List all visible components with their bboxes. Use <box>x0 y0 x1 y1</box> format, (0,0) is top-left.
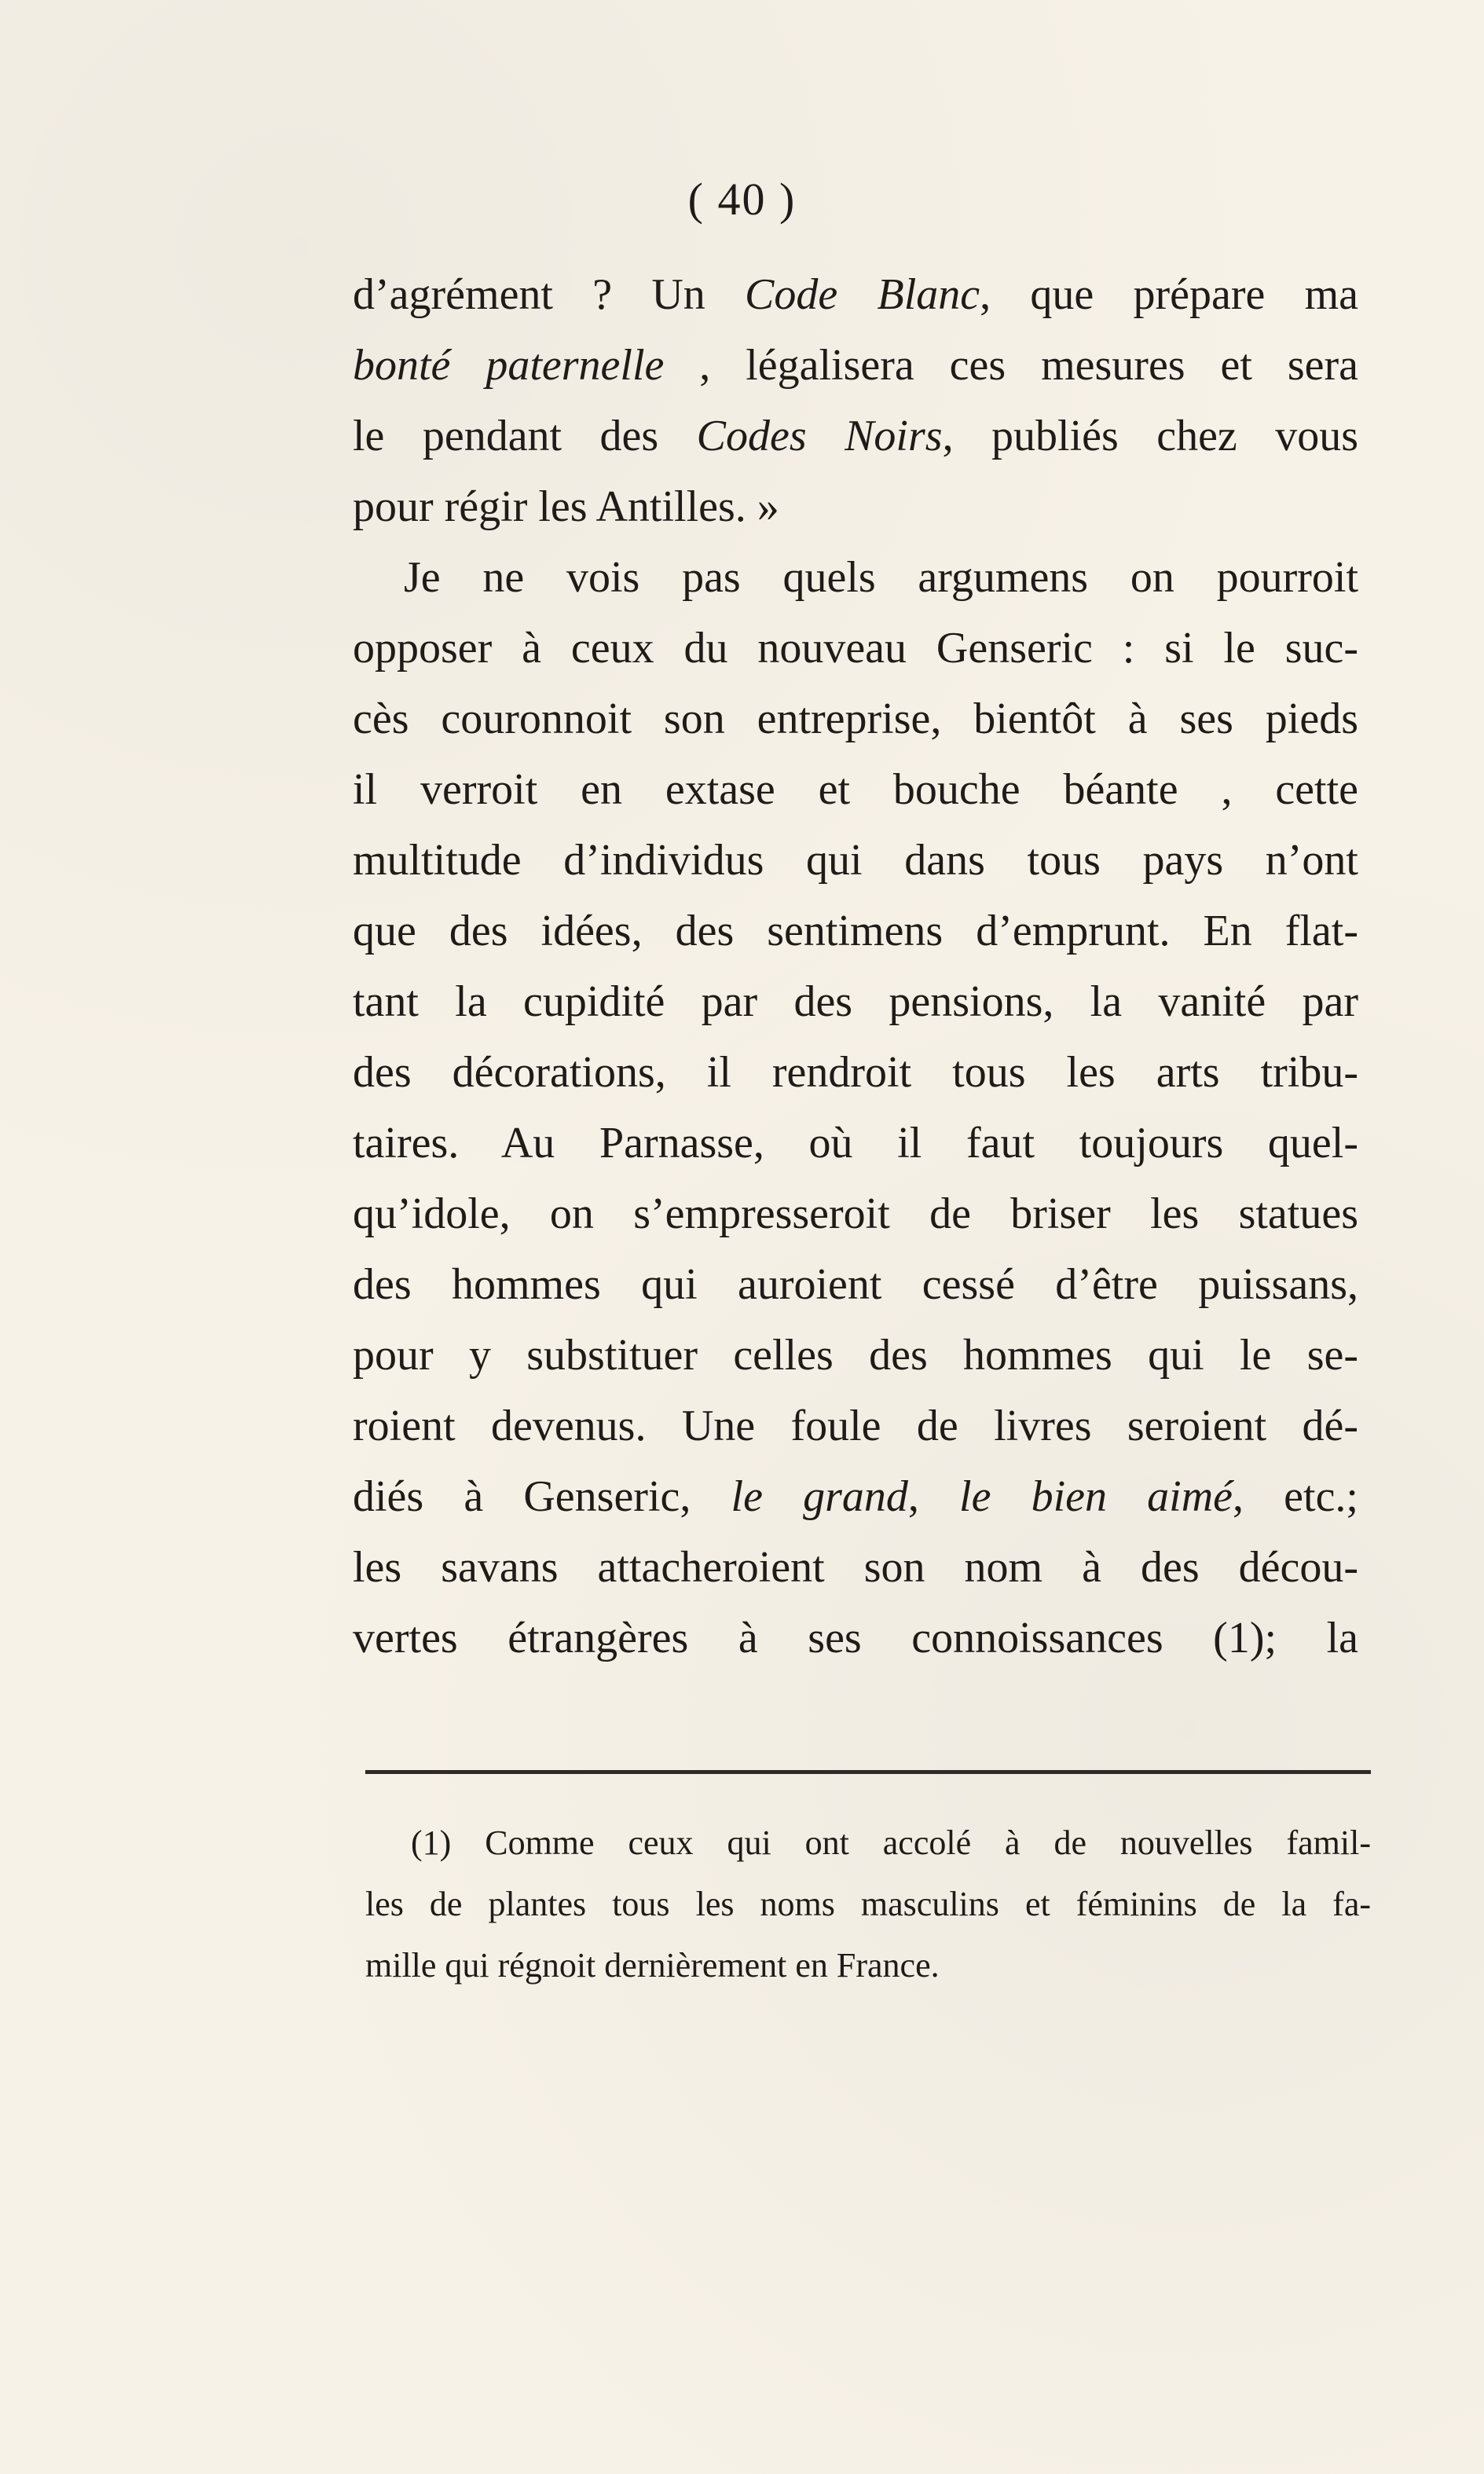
text-run: les savans attacheroient son nom à des décou- <box>353 1543 1358 1592</box>
text-run: vertes étrangères à ses connoissances (1); la <box>353 1614 1358 1662</box>
text-run: , que prépare ma <box>980 270 1358 319</box>
text-run: des hommes qui auroient cessé d’être puissans, <box>353 1260 1358 1309</box>
text-run: pour régir les Antilles. » <box>353 482 779 531</box>
text-run: diés à Genseric, <box>353 1472 731 1521</box>
body-line <box>353 1249 1358 1320</box>
body-line <box>353 1391 1358 1461</box>
text-run: les de plantes tous les noms masculins et féminins de la fa- <box>365 1885 1371 1923</box>
body-line <box>353 1461 1358 1532</box>
italic-text: le bien aimé <box>959 1472 1233 1521</box>
body-line <box>353 259 1358 330</box>
body-line <box>353 1108 1358 1178</box>
footnote-line <box>365 1874 1371 1935</box>
text-run: des décorations, il rendroit tous les arts tribu- <box>353 1048 1358 1097</box>
body-line <box>353 1037 1358 1108</box>
text-run: d’agrément ? Un <box>353 270 746 319</box>
text-run: roient devenus. Une foule de livres seroient dé- <box>353 1402 1358 1450</box>
page-number: ( 40 ) <box>687 174 797 225</box>
body-line <box>353 754 1358 825</box>
text-run: Je ne vois pas quels argumens on pourroit <box>404 553 1358 602</box>
italic-text: Code Blanc <box>745 270 980 319</box>
italic-text: bonté paternelle <box>353 341 665 390</box>
text-run: il verroit en extase et bouche béante , cette <box>353 765 1358 814</box>
text-run: , <box>907 1472 960 1521</box>
body-line <box>353 1603 1358 1673</box>
text-run: tant la cupidité par des pensions, la vanité par <box>353 977 1358 1026</box>
text-run: (1) Comme ceux qui ont accolé à de nouvelles famil- <box>411 1823 1371 1862</box>
text-run: le pendant des <box>353 412 697 460</box>
footnote-line <box>365 1935 1371 1996</box>
text-run: opposer à ceux du nouveau Genseric : si le suc- <box>353 624 1358 673</box>
body-line <box>353 1320 1358 1391</box>
body-line <box>353 471 1358 542</box>
body-line <box>353 542 1358 613</box>
text-run: qu’idole, on s’empresseroit de briser les statues <box>353 1189 1358 1238</box>
body-line <box>353 613 1358 684</box>
italic-text: le grand <box>731 1472 908 1521</box>
text-run: que des idées, des sentimens d’emprunt. En flat- <box>353 907 1358 955</box>
text-run: , légalisera ces mesures et sera <box>664 341 1358 390</box>
text-run: multitude d’individus qui dans tous pays n’ont <box>353 836 1358 885</box>
body-line <box>353 684 1358 754</box>
body-line <box>353 966 1358 1037</box>
text-run: , etc.; <box>1233 1472 1358 1521</box>
text-run: mille qui régnoit dernièrement en France. <box>365 1946 940 1985</box>
text-run: taires. Au Parnasse, où il faut toujours quel- <box>353 1119 1358 1167</box>
body-line <box>353 825 1358 896</box>
text-run: cès couronnoit son entreprise, bientôt à ses pieds <box>353 695 1358 743</box>
body-line <box>353 896 1358 966</box>
italic-text: Codes Noirs <box>696 412 943 460</box>
body-line <box>353 1178 1358 1249</box>
body-line <box>353 401 1358 471</box>
body-line <box>353 330 1358 401</box>
body-line <box>353 1532 1358 1603</box>
footnote-separator <box>365 1770 1371 1774</box>
text-run: pour y substituer celles des hommes qui le se- <box>353 1331 1358 1380</box>
text-run: , publiés chez vous <box>942 412 1359 460</box>
footnote-line <box>365 1812 1371 1874</box>
